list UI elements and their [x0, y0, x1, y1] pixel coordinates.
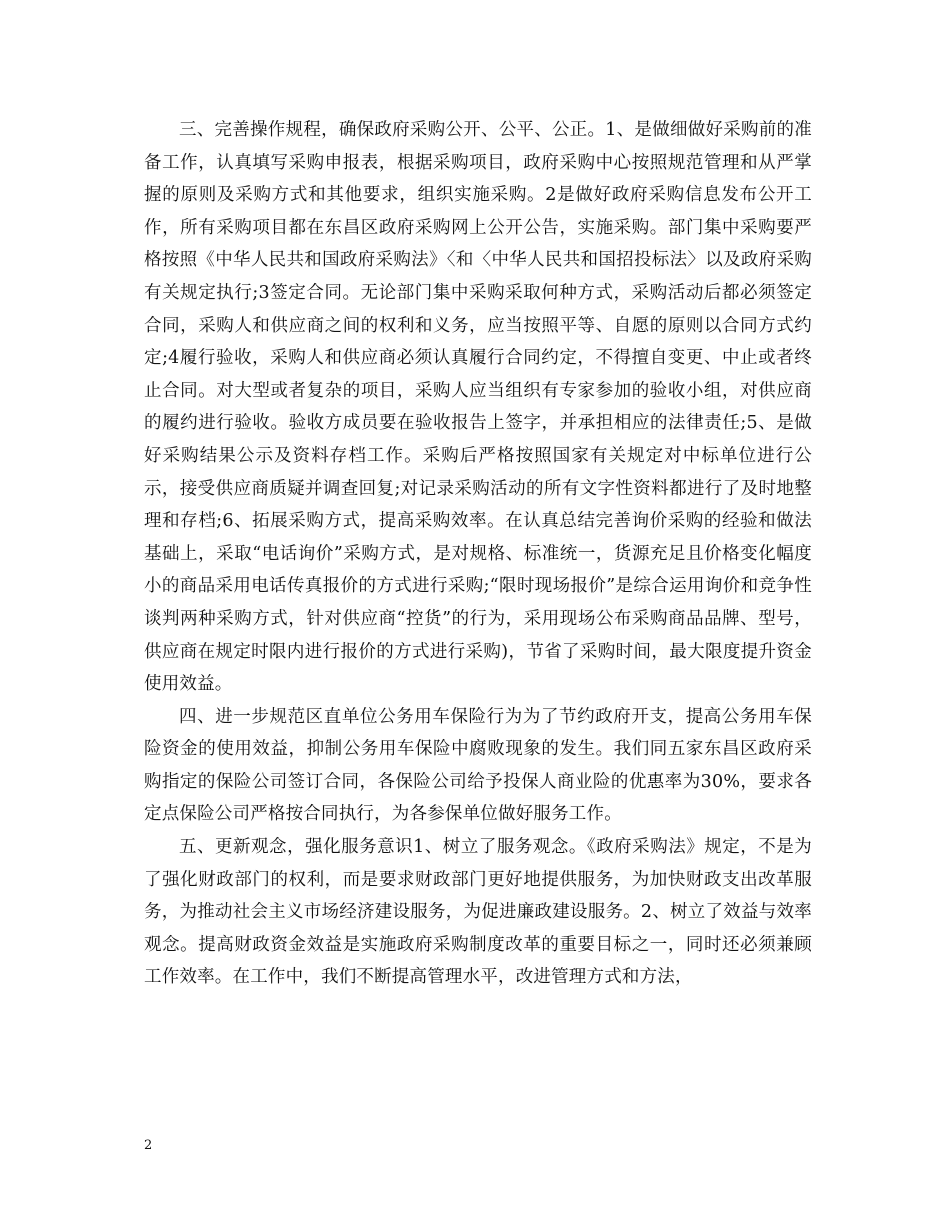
paragraph-procurement-procedures: 三、完善操作规程，确保政府采购公开、公平、公正。1、是做细做好采购前的准备工作，认真填写采购申报表，根据采购项目，政府采购中心按照规范管理和从严掌握的原则及采购方式和其他要求，组织实施采购。2是做好政府采购信息发布公开工作，所有采购项目都在东昌区政府采购网上公开公告，实施采购。部门集中采购要严格按照《中华人民共和国政府采购法》〈和〈中华人民共和国招投标法〉以及政府采购有关规定执行;3签定合同。无论部门集中采购采取何种方式，采购活动后都必须签定合同，采购人和供应商之间的权利和义务，应当按照平等、自愿的原则以合同方式约定;4履行验收，采购人和供应商必须认真履行合同约定，不得擅自变更、中止或者终止合同。对大型或者复杂的项目，采购人应当组织有专家参加的验收小组，对供应商的履约进行验收。验收方成员要在验收报告上签字，并承担相应的法律责任;5、是做好采购结果公示及资料存档工作。采购后严格按照国家有关规定对中标单位进行公示，接受供应商质疑并调查回复;对记录采购活动的所有文字性资料都进行了及时地整理和存档;6、拓展采购方式，提高采购效率。在认真总结完善询价采购的经验和做法基础上，采取“电话询价”采购方式，是对规格、标准统一，货源充足且价格变化幅度小的商品采用电话传真报价的方式进行采购;“限时现场报价”是综合运用询价和竞争性谈判两种采购方式，针对供应商“控货”的行为，采用现场公布采购商品品牌、型号，供应商在规定时限内进行报价的方式进行采购)，节省了采购时间，最大限度提升资金使用效益。 — [144, 120, 812, 695]
page-number: 2 — [144, 1138, 153, 1153]
paragraph-vehicle-insurance: 四、进一步规范区直单位公务用车保险行为为了节约政府开支，提高公务用车保险资金的使用效益，抑制公务用车保险中腐败现象的发生。我们同五家东昌区政府采购指定的保险公司签订合同，各保险公司给予投保人商业险的优惠率为30%，要求各定点保险公司严格按合同执行，为各参保单位做好服务工作。 — [144, 706, 812, 825]
paragraph-service-awareness: 五、更新观念，强化服务意识1、树立了服务观念。《政府采购法》规定，不是为了强化财政部门的权利，而是要求财政部门更好地提供服务，为加快财政支出改革服务，为推动社会主义市场经济建设服务，为促进廉政建设服务。2、树立了效益与效率观念。提高财政资金效益是实施政府采购制度改革的重要目标之一，同时还必须兼顾工作效率。在工作中，我们不断提高管理水平，改进管理方式和方法， — [144, 837, 812, 988]
document-body — [144, 114, 812, 994]
